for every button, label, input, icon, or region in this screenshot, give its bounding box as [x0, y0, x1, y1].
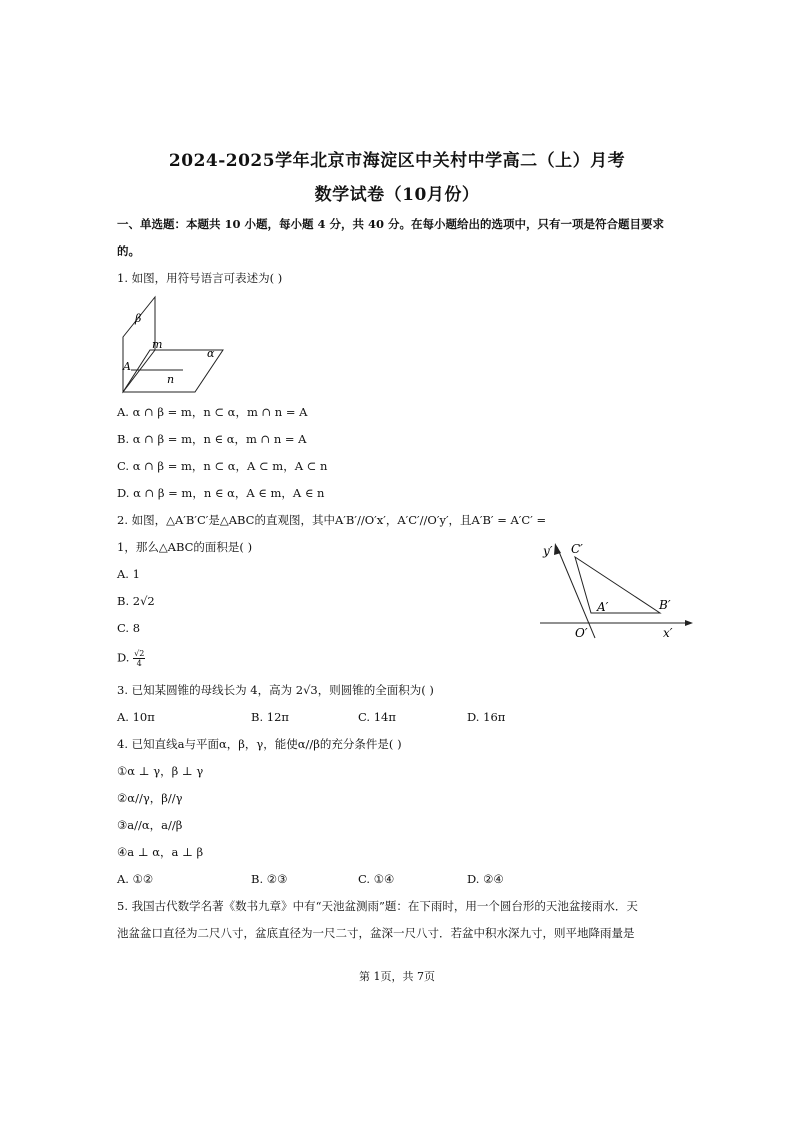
q1-figure-planes — [115, 292, 235, 397]
q1-label-beta: β — [135, 312, 142, 325]
section-instructions-line2: 的。 — [117, 244, 140, 258]
q2-option-c: C. 8 — [117, 621, 141, 635]
q2-stem-line1: 2. 如图，△A′B′C′是△ABC的直观图，其中A′B′//O′x′，A′C′//O′y′，且A′B′ = A′C′ = — [117, 513, 547, 527]
q1-option-c: C. α ∩ β = m，n ⊂ α，A ⊂ m，A ⊂ n — [117, 459, 328, 473]
q4-option-a: A. ①② — [117, 872, 154, 886]
q2-label-x: x′ — [663, 626, 673, 640]
q2-label-b: B′ — [659, 598, 671, 612]
q4-option-d: D. ②④ — [467, 872, 504, 886]
q4-condition-2: ②α//γ，β//γ — [117, 791, 183, 805]
q4-condition-3: ③a//α，a//β — [117, 818, 183, 832]
q2-option-d-numerator: √2 — [134, 649, 145, 658]
q3-stem: 3. 已知某圆锥的母线长为 4，高为 2√3，则圆锥的全面积为( ) — [117, 683, 434, 697]
q5-line1: 5. 我国古代数学名著《数书九章》中有“天池盆测雨”题：在下雨时，用一个圆台形的天池盆接雨水．天 — [117, 899, 638, 913]
q2-option-b: B. 2√2 — [117, 594, 155, 608]
q2-option-d-label: D. — [117, 650, 130, 665]
page-footer: 第 1页，共 7页 — [359, 970, 435, 983]
q1-label-alpha: α — [207, 347, 215, 360]
q1-label-A: A — [123, 360, 131, 373]
q1-option-a: A. α ∩ β = m，n ⊂ α，m ∩ n = A — [117, 405, 308, 419]
q2-label-a: A′ — [597, 600, 609, 614]
q1-label-m: m — [152, 338, 163, 351]
q1-option-d: D. α ∩ β = m，n ∈ α，A ∈ m，A ∈ n — [117, 486, 325, 500]
q2-label-y: y′ — [543, 544, 553, 558]
q2-figure-triangle — [535, 535, 695, 645]
q1-label-n: n — [167, 373, 175, 386]
q3-option-b: B. 12π — [251, 710, 289, 724]
q4-condition-4: ④a ⊥ α，a ⊥ β — [117, 845, 204, 859]
q2-option-a: A. 1 — [117, 567, 140, 581]
q4-stem: 4. 已知直线a与平面α，β，γ，能使α//β的充分条件是( ) — [117, 737, 402, 751]
q2-option-d-fraction — [133, 649, 145, 668]
q2-label-c: C′ — [571, 542, 583, 556]
q4-condition-1: ①α ⊥ γ，β ⊥ γ — [117, 764, 204, 778]
q4-option-b: B. ②③ — [251, 872, 288, 886]
q4-option-c: C. ①④ — [358, 872, 395, 886]
exam-title: 2024-2025学年北京市海淀区中关村中学高二（上）月考 — [168, 151, 626, 171]
q2-option-d-denominator: 4 — [136, 659, 142, 668]
q2-stem-line2: 1，那么△ABC的面积是( ) — [117, 540, 253, 554]
q1-option-b: B. α ∩ β = m，n ∈ α，m ∩ n = A — [117, 432, 307, 446]
section-instructions-line1: 一、单选题：本题共 10 小题，每小题 4 分，共 40 分。在每小题给出的选项中，只有一项是符合题目要求 — [117, 217, 665, 231]
exam-subtitle: 数学试卷（10月份） — [314, 185, 480, 205]
q2-label-o: O′ — [575, 626, 588, 640]
q5-line2: 池盆盆口直径为二尺八寸，盆底直径为一尺二寸，盆深一尺八寸．若盆中积水深九寸，则平地降雨量是 — [117, 926, 635, 940]
q1-stem: 1. 如图，用符号语言可表述为( ) — [117, 271, 283, 285]
q3-option-d: D. 16π — [467, 710, 506, 724]
q3-option-c: C. 14π — [358, 710, 396, 724]
q2-option-d — [117, 649, 145, 668]
q3-option-a: A. 10π — [117, 710, 155, 724]
